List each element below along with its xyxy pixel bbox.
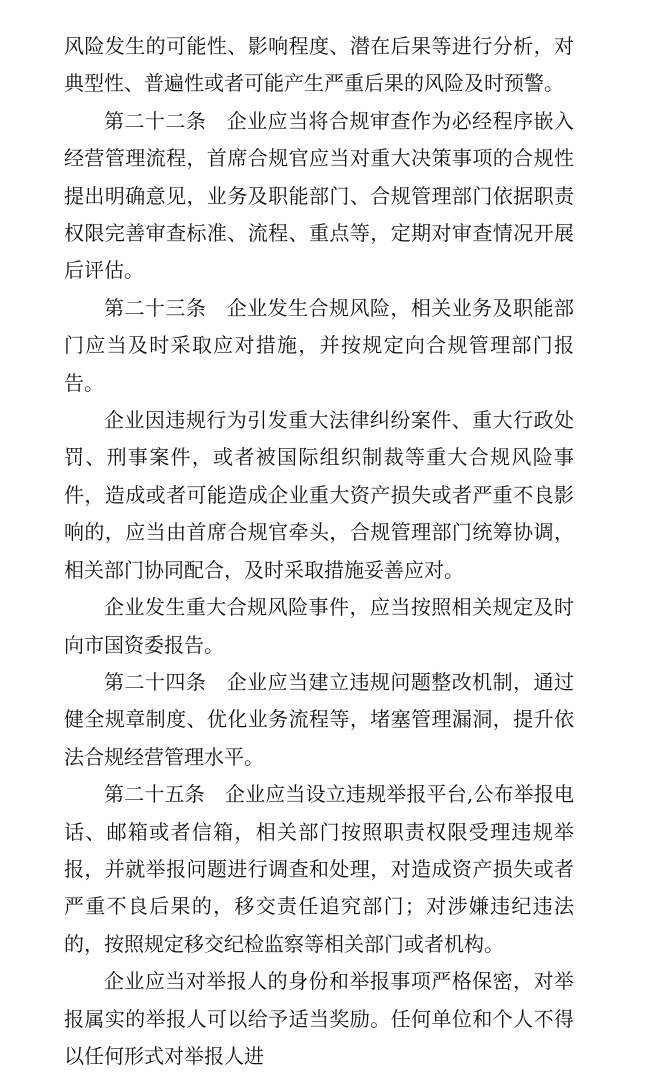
paragraph-major-risk-events: 企业因违规行为引发重大法律纠纷案件、重大行政处罚、刑事案件，或者被国际组织制裁等重大合规风险事件，造成或者可能造成企业重大资产损失或者严重不良影响的，应当由首席合规官牵头，合规管理部门统筹协调，相关部门协同配合，及时采取措施妥善应对。 — [64, 408, 574, 582]
paragraph-article-23: 第二十三条 企业发生合规风险，相关业务及职能部门应当及时采取应对措施，并按规定向合规管理部门报告。 — [64, 295, 574, 395]
paragraph-whistleblower-protection: 企业应当对举报人的身份和举报事项严格保密，对举报属实的举报人可以给予适当奖励。任何单位和个人不得以任何形式对举报人进 — [64, 969, 574, 1068]
paragraph-continuation: 风险发生的可能性、影响程度、潜在后果等进行分析，对典型性、普遍性或者可能产生严重后果的风险及时预警。 — [64, 34, 574, 96]
paragraph-article-24: 第二十四条 企业应当建立违规问题整改机制，通过健全规章制度、优化业务流程等，堵塞管理漏洞，提升依法合规经营管理水平。 — [64, 669, 574, 769]
paragraph-report-to-sasac: 企业发生重大合规风险事件，应当按照相关规定及时向市国资委报告。 — [64, 595, 574, 657]
document-body — [64, 28, 574, 1075]
paragraph-article-25: 第二十五条 企业应当设立违规举报平台,公布举报电话、邮箱或者信箱，相关部门按照职责权限受理违规举报，并就举报问题进行调查和处理，对造成资产损失或者严重不良后果的，移交责任追究部门；对涉嫌违纪违法的，按照规定移交纪检监察等相关部门或者机构。 — [64, 782, 574, 956]
paragraph-article-22: 第二十二条 企业应当将合规审查作为必经程序嵌入经营管理流程，首席合规官应当对重大决策事项的合规性提出明确意见，业务及职能部门、合规管理部门依据职责权限完善审查标准、流程、重点等，定期对审查情况开展后评估。 — [64, 108, 574, 283]
